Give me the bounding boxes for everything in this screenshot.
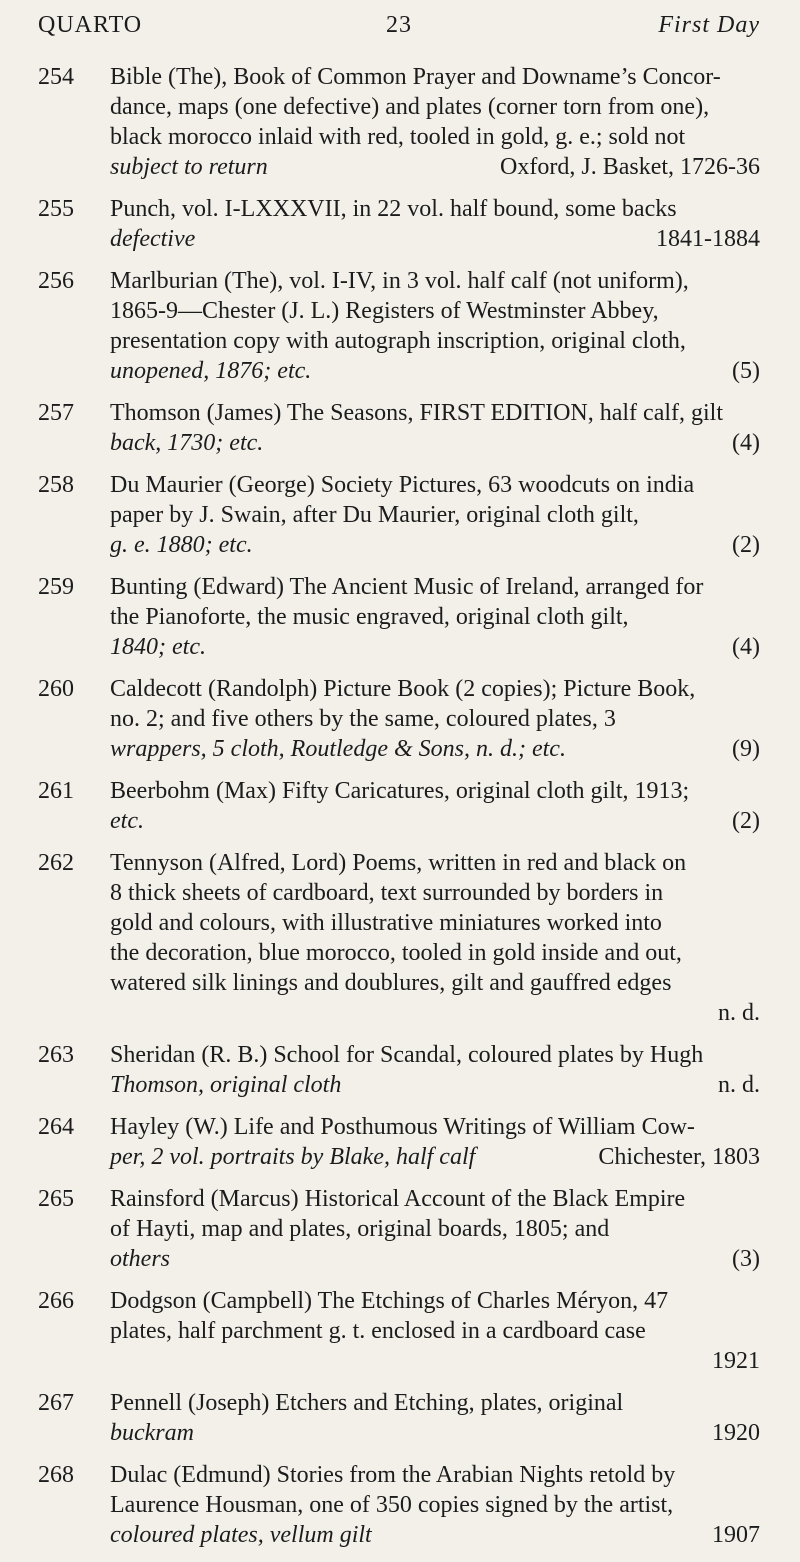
description-last-line — [110, 1520, 760, 1550]
lot-description — [110, 194, 760, 254]
description-last-line — [110, 1142, 760, 1172]
description-line: Bible (The), Book of Common Prayer and Downame’s Concor- — [110, 64, 721, 90]
lot-quantity-or-date: n. d. — [718, 1000, 760, 1026]
lot-number: 262 — [38, 850, 74, 876]
lot-number: 265 — [38, 1186, 74, 1212]
lot-list — [0, 62, 800, 1562]
description-last-line — [110, 632, 760, 662]
description-line: Beerbohm (Max) Fifty Caricatures, original cloth gilt, 1913; — [110, 778, 690, 804]
lot-entry — [0, 1112, 800, 1172]
lot-quantity-or-date: (2) — [732, 532, 760, 558]
description-last-line — [110, 1244, 760, 1274]
lot-description — [110, 848, 760, 1028]
lot-number: 255 — [38, 196, 74, 222]
lot-entry — [0, 194, 800, 254]
description-tail: subject to return — [110, 154, 268, 180]
description-line: 1865-9—Chester (J. L.) Registers of Westminster Abbey, — [110, 298, 659, 324]
description-last-line — [110, 998, 760, 1028]
lot-entry — [0, 1040, 800, 1100]
description-line: watered silk linings and doublures, gilt and gauffred edges — [110, 970, 672, 996]
description-line: 8 thick sheets of cardboard, text surrounded by borders in — [110, 880, 664, 906]
description-line: paper by J. Swain, after Du Maurier, original cloth gilt, — [110, 502, 639, 528]
lot-quantity-or-date: (4) — [732, 430, 760, 456]
lot-description — [110, 1112, 760, 1172]
description-line: Rainsford (Marcus) Historical Account of the Black Empire — [110, 1186, 686, 1212]
description-tail: per, 2 vol. portraits by Blake, half calf — [110, 1144, 476, 1170]
lot-number: 268 — [38, 1462, 74, 1488]
lot-number: 264 — [38, 1114, 74, 1140]
description-line: gold and colours, with illustrative miniatures worked into — [110, 910, 662, 936]
lot-description — [110, 398, 760, 458]
lot-entry — [0, 1286, 800, 1376]
lot-number: 259 — [38, 574, 74, 600]
description-line: Dulac (Edmund) Stories from the Arabian Nights retold by — [110, 1462, 676, 1488]
lot-entry — [0, 1460, 800, 1550]
lot-quantity-or-date: n. d. — [718, 1072, 760, 1098]
lot-quantity-or-date: 1841-1884 — [656, 226, 760, 252]
lot-number: 256 — [38, 268, 74, 294]
page-number: 23 — [386, 12, 412, 38]
lot-number: 260 — [38, 676, 74, 702]
lot-description — [110, 1286, 760, 1376]
description-tail: 1840; etc. — [110, 634, 206, 660]
lot-description — [110, 776, 760, 836]
description-line: presentation copy with autograph inscription, original cloth, — [110, 328, 686, 354]
description-tail: Thomson, original cloth — [110, 1072, 342, 1098]
description-last-line — [110, 1070, 760, 1100]
description-last-line — [110, 530, 760, 560]
description-tail: wrappers, 5 cloth, Routledge & Sons, n. d.; etc. — [110, 736, 566, 762]
description-tail: others — [110, 1246, 170, 1272]
lot-description — [110, 1388, 760, 1448]
description-line: Bunting (Edward) The Ancient Music of Ireland, arranged for — [110, 574, 704, 600]
lot-entry — [0, 266, 800, 386]
lot-quantity-or-date: 1920 — [712, 1420, 760, 1446]
lot-quantity-or-date: Oxford, J. Basket, 1726-36 — [500, 154, 760, 180]
description-line: Du Maurier (George) Society Pictures, 63 woodcuts on india — [110, 472, 695, 498]
description-last-line — [110, 734, 760, 764]
description-last-line — [110, 152, 760, 182]
lot-description — [110, 1460, 760, 1550]
lot-number: 258 — [38, 472, 74, 498]
lot-quantity-or-date: (2) — [732, 808, 760, 834]
lot-number: 254 — [38, 64, 74, 90]
lot-description — [110, 266, 760, 386]
description-line: the decoration, blue morocco, tooled in gold inside and out, — [110, 940, 682, 966]
lot-description — [110, 62, 760, 182]
lot-quantity-or-date: 1921 — [712, 1348, 760, 1374]
description-line: Tennyson (Alfred, Lord) Poems, written in red and black on — [110, 850, 687, 876]
description-last-line — [110, 1346, 760, 1376]
description-line: Laurence Housman, one of 350 copies signed by the artist, — [110, 1492, 674, 1518]
description-last-line — [110, 428, 760, 458]
description-line: plates, half parchment g. t. enclosed in a cardboard case — [110, 1318, 646, 1344]
lot-quantity-or-date: Chichester, 1803 — [598, 1144, 760, 1170]
description-tail: coloured plates, vellum gilt — [110, 1522, 372, 1548]
description-line: dance, maps (one defective) and plates (corner torn from one), — [110, 94, 710, 120]
lot-entry — [0, 674, 800, 764]
lot-quantity-or-date: (4) — [732, 634, 760, 660]
lot-quantity-or-date: (9) — [732, 736, 760, 762]
description-last-line — [110, 1418, 760, 1448]
page-header — [38, 12, 760, 52]
description-line: Caldecott (Randolph) Picture Book (2 copies); Picture Book, — [110, 676, 696, 702]
description-tail: defective — [110, 226, 196, 252]
description-line: Dodgson (Campbell) The Etchings of Charles Méryon, 47 — [110, 1288, 669, 1314]
description-line: Hayley (W.) Life and Posthumous Writings of William Cow- — [110, 1114, 695, 1140]
description-tail: unopened, 1876; etc. — [110, 358, 312, 384]
description-line: Sheridan (R. B.) School for Scandal, coloured plates by Hugh — [110, 1042, 704, 1068]
lot-entry — [0, 1184, 800, 1274]
description-line: Pennell (Joseph) Etchers and Etching, plates, original — [110, 1390, 624, 1416]
lot-number: 267 — [38, 1390, 74, 1416]
description-last-line — [110, 806, 760, 836]
lot-entry — [0, 1388, 800, 1448]
description-last-line — [110, 224, 760, 254]
lot-number: 261 — [38, 778, 74, 804]
description-line: no. 2; and five others by the same, coloured plates, 3 — [110, 706, 616, 732]
description-line: the Pianoforte, the music engraved, original cloth gilt, — [110, 604, 629, 630]
description-line: black morocco inlaid with red, tooled in gold, g. e.; sold not — [110, 124, 686, 150]
lot-entry — [0, 848, 800, 1028]
lot-number: 266 — [38, 1288, 74, 1314]
lot-entry — [0, 398, 800, 458]
lot-description — [110, 1040, 760, 1100]
lot-entry — [0, 470, 800, 560]
description-tail: g. e. 1880; etc. — [110, 532, 253, 558]
description-line: Thomson (James) The Seasons, FIRST EDITION, half calf, gilt — [110, 400, 724, 426]
description-tail: etc. — [110, 808, 144, 834]
lot-entry — [0, 572, 800, 662]
lot-entry — [0, 776, 800, 836]
header-day: First Day — [658, 12, 760, 38]
lot-description — [110, 470, 760, 560]
lot-number: 257 — [38, 400, 74, 426]
description-line: of Hayti, map and plates, original boards, 1805; and — [110, 1216, 610, 1242]
lot-quantity-or-date: 1907 — [712, 1522, 760, 1548]
lot-quantity-or-date: (3) — [732, 1246, 760, 1272]
description-line: Marlburian (The), vol. I-IV, in 3 vol. half calf (not uniform), — [110, 268, 689, 294]
lot-entry — [0, 62, 800, 182]
lot-description — [110, 674, 760, 764]
header-format: QUARTO — [38, 12, 143, 38]
lot-description — [110, 572, 760, 662]
description-last-line — [110, 356, 760, 386]
lot-quantity-or-date: (5) — [732, 358, 760, 384]
description-tail: buckram — [110, 1420, 194, 1446]
description-tail: back, 1730; etc. — [110, 430, 264, 456]
description-line: Punch, vol. I-LXXXVII, in 22 vol. half bound, some backs — [110, 196, 677, 222]
lot-description — [110, 1184, 760, 1274]
lot-number: 263 — [38, 1042, 74, 1068]
